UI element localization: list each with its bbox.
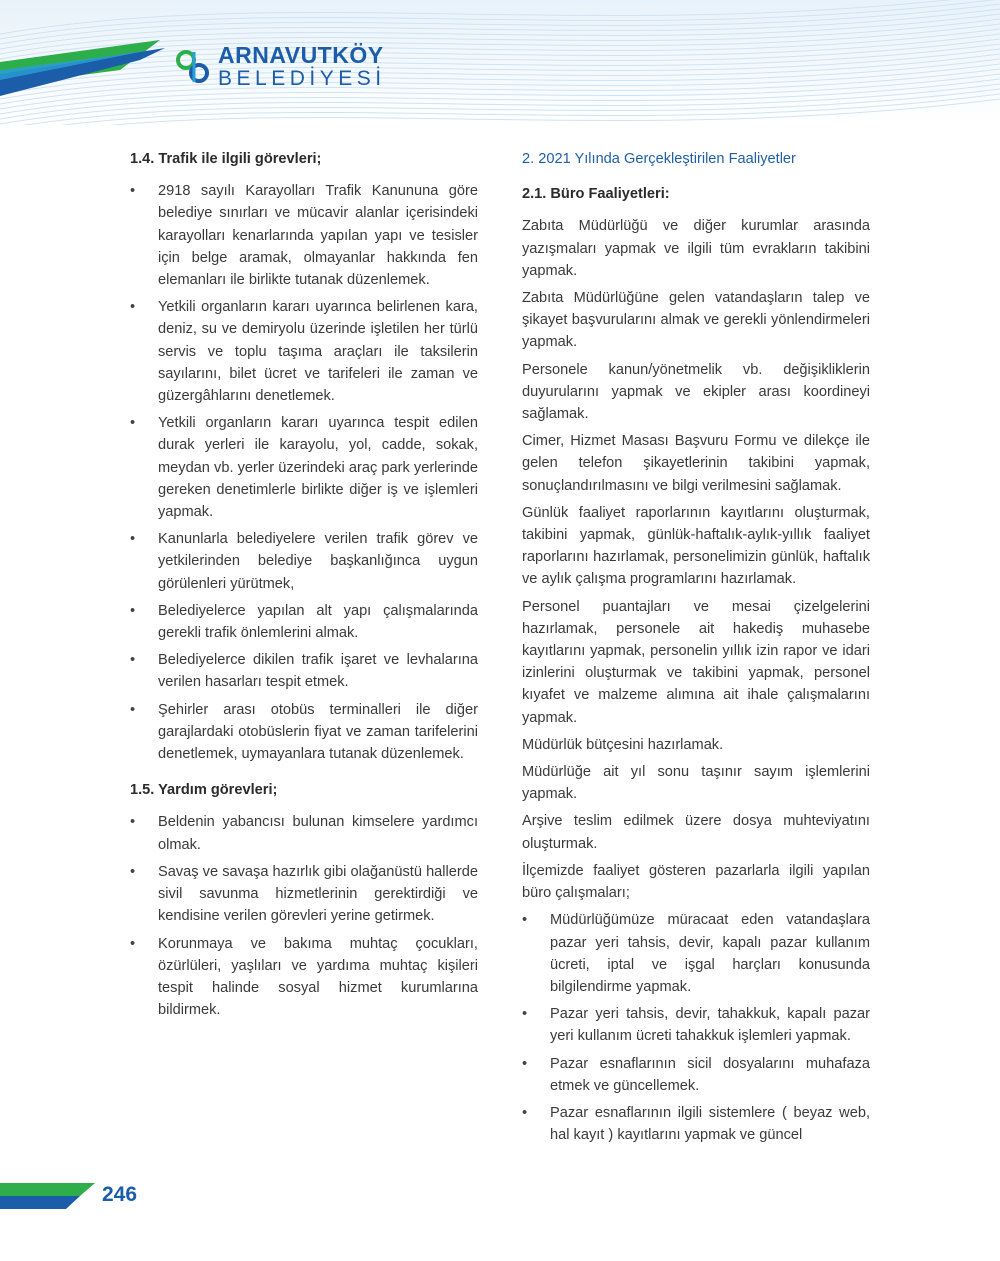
logo-mark-icon [176,48,210,86]
footer-accent-bar [0,1183,95,1209]
page-number: 246 [102,1183,138,1206]
header-background [0,0,1000,125]
activities-heading: 2. 2021 Yılında Gerçekleştirilen Faaliyetler [522,151,796,167]
paragraph: Zabıta Müdürlüğü ve diğer kurumlar arasında yazışmaları yapmak ve ilgili tüm evrakların takibini yapmak. [522,218,870,279]
aid-duties-list [130,811,478,1021]
list-item: • Yetkili organların kararı uyarınca tespit edilen durak yerleri ile karayolu, yol, cadde, sokak, meydan vb. yerler üzerindeki araç park yerlerinde gereken denetimlerle birlikte diğer iş ve işlemleri yapmak. [130,412,478,523]
office-activities-heading: 2.1. Büro Faaliyetleri: [522,186,670,203]
paragraph: İlçemizde faaliyet gösteren pazarlarla ilgili yapılan büro çalışmaları; [522,862,870,902]
paragraph: Müdürlük bütçesini hazırlamak. [522,736,724,753]
paragraph: Müdürlüğe ait yıl sonu taşınır sayım işlemlerini yapmak. [522,764,870,803]
left-column [130,148,478,1035]
paragraph: Cimer, Hizmet Masası Başvuru Formu ve dilekçe ile gelen telefon şikayetlerinin takibini yapmak, sonuçlandırılmasını ve bilgi verilmesini sağlamak. [522,433,870,494]
paragraph: Günlük faaliyet raporlarının kayıtlarını oluşturmak, takibini yapmak, günlük-haftalık-aylık-yıllık faaliyet raporlarını hazırlamak, personelimizin günlük, haftalık ve aylık çalışma programlarını hazırlamak. [522,504,870,588]
paragraph: Zabıta Müdürlüğüne gelen vatandaşların talep ve şikayet başvurularını almak ve gerekli yönlendirmeleri yapmak. [522,290,870,351]
aid-duties-heading: 1.5. Yardım görevleri; [130,782,278,799]
list-item: • 2918 sayılı Karayolları Trafik Kanununa göre belediye sınırları ve mücavir alanlar içerisindeki karayolları kenarlarında yapılan yapı ve tesisler için belge aramak, olmayanlar hakkında fen elemanları ile birlikte tutanak düzenlemek. [130,180,478,291]
paragraph: Personel puantajları ve mesai çizelgelerini hazırlamak, personele ait hakediş muhasebe kayıtlarını yapmak, personelin yıllık izin rapor ve idari izinlerini oluşturmak ve takibini yapmak, personel kıyafet ve malzeme alımına ait ihale çalışmalarını yapmak. [522,598,870,726]
logo-title: ARNAVUTKÖY [218,42,384,68]
list-item: • Kanunlarla belediyelere verilen trafik görev ve yetkilerinden belediye başkanlığınca uygun görülenleri yürütmek, [130,528,478,595]
list-item: • Yetkili organların kararı uyarınca belirlenen kara, deniz, su ve demiryolu üzerinde işletilen her türlü servis ve toplu taşıma araçları ile taksilerin sayılarını, bilet ücret ve tarifeleri ile zaman ve güzergâhlarını denetlemek. [130,296,478,407]
list-item: • Pazar esnaflarının sicil dosyalarını muhafaza etmek ve güncellemek. [522,1053,870,1097]
list-item: • Korunmaya ve bakıma muhtaç çocukları, özürlüleri, yaşlıları ve yardıma muhtaç kişileri tespit halinde sosyal hizmet kurumlarına bildirmek. [130,933,478,1022]
paragraph: Personele kanun/yönetmelik vb. değişikliklerin duyurularını yapmak ve ekipler arası koordineyi sağlamak. [522,361,870,423]
list-item: • Pazar esnaflarının ilgili sistemlere ( beyaz web, hal kayıt ) kayıtlarını yapmak ve güncel [522,1102,870,1146]
municipality-logo [176,44,386,89]
market-office-list [522,909,870,1146]
right-column [522,148,870,1160]
traffic-duties-heading: 1.4. Trafik ile ilgili görevleri; [130,151,322,167]
list-item: • Pazar yeri tahsis, devir, tahakkuk, kapalı pazar yeri kullanım ücreti tahakkuk işlemleri yapmak. [522,1003,870,1047]
list-item: • Beldenin yabancısı bulunan kimselere yardımcı olmak. [130,811,478,855]
list-item: • Şehirler arası otobüs terminalleri ile diğer garajlardaki otobüslerin fiyat ve zaman tarifelerini denetlemek, uymayanlara tutanak düzenlemek. [130,699,478,766]
list-item: • Belediyelerce dikilen trafik işaret ve levhalarına verilen hasarları tespit etmek. [130,649,478,693]
list-item: • Müdürlüğümüze müracaat eden vatandaşlara pazar yeri tahsis, devir, kapalı pazar kullanım ücreti, iptal ve işgal harçları konusunda bilgilendirme yapmak. [522,909,870,998]
traffic-duties-list [130,180,478,765]
list-item: • Belediyelerce yapılan alt yapı çalışmalarında gerekli trafik önlemlerini almak. [130,600,478,644]
list-item: • Savaş ve savaşa hazırlık gibi olağanüstü hallerde sivil savunma hizmetlerinin gerektirdiği ve kendisine verilen görevleri yerine getirmek. [130,861,478,928]
paragraph: Arşive teslim edilmek üzere dosya muhteviyatını oluşturmak. [522,813,870,852]
logo-subtitle: BELEDİYESİ [218,67,386,90]
